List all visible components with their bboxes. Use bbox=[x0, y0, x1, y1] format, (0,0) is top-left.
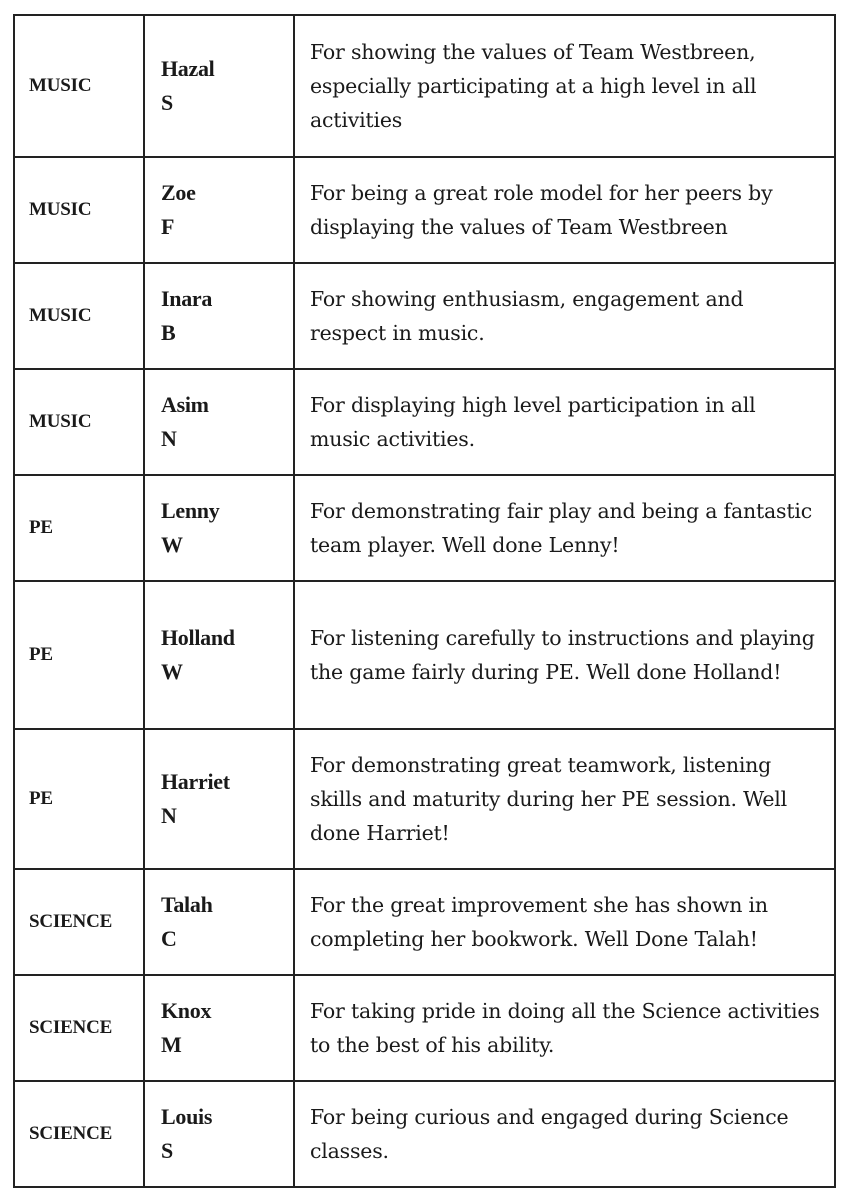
subject-cell: MUSIC bbox=[14, 15, 144, 157]
pupil-name-cell bbox=[144, 729, 294, 869]
pupil-first-name: Lenny bbox=[161, 498, 220, 523]
reason-cell: For displaying high level participation in all music activities. bbox=[294, 369, 835, 475]
subject-cell: MUSIC bbox=[14, 369, 144, 475]
pupil-initial: W bbox=[161, 659, 183, 684]
table-row bbox=[14, 1081, 835, 1187]
pupil-name-cell bbox=[144, 15, 294, 157]
subject-cell: PE bbox=[14, 475, 144, 581]
pupil-name-cell bbox=[144, 369, 294, 475]
table-row bbox=[14, 15, 835, 157]
subject-cell: SCIENCE bbox=[14, 1081, 144, 1187]
reason-cell: For demonstrating fair play and being a fantastic team player. Well done Lenny! bbox=[294, 475, 835, 581]
reason-cell: For the great improvement she has shown in completing her bookwork. Well Done Talah! bbox=[294, 869, 835, 975]
subject-cell: MUSIC bbox=[14, 263, 144, 369]
pupil-initial: S bbox=[161, 1138, 173, 1163]
subject-cell: MUSIC bbox=[14, 157, 144, 263]
pupil-initial: B bbox=[161, 320, 176, 345]
pupil-first-name: Knox bbox=[161, 998, 212, 1023]
reason-cell: For showing enthusiasm, engagement and respect in music. bbox=[294, 263, 835, 369]
pupil-name-cell bbox=[144, 1081, 294, 1187]
table-row bbox=[14, 263, 835, 369]
pupil-initial: N bbox=[161, 426, 177, 451]
subject-cell: PE bbox=[14, 729, 144, 869]
pupil-first-name: Asim bbox=[161, 392, 209, 417]
pupil-initial: S bbox=[161, 90, 173, 115]
awards-table bbox=[13, 14, 836, 1188]
table-row bbox=[14, 369, 835, 475]
table-row bbox=[14, 729, 835, 869]
pupil-initial: M bbox=[161, 1032, 182, 1057]
pupil-name-cell bbox=[144, 475, 294, 581]
table-row bbox=[14, 975, 835, 1081]
subject-cell: PE bbox=[14, 581, 144, 729]
pupil-initial: C bbox=[161, 926, 177, 951]
pupil-name-cell bbox=[144, 157, 294, 263]
pupil-first-name: Hazal bbox=[161, 56, 215, 81]
pupil-name-cell bbox=[144, 581, 294, 729]
subject-cell: SCIENCE bbox=[14, 869, 144, 975]
pupil-first-name: Holland bbox=[161, 625, 235, 650]
table-row bbox=[14, 157, 835, 263]
pupil-initial: F bbox=[161, 214, 175, 239]
reason-cell: For demonstrating great teamwork, listening skills and maturity during her PE session. Well done Harriet! bbox=[294, 729, 835, 869]
pupil-name-cell bbox=[144, 975, 294, 1081]
reason-cell: For being a great role model for her peers by displaying the values of Team Westbreen bbox=[294, 157, 835, 263]
subject-cell: SCIENCE bbox=[14, 975, 144, 1081]
pupil-first-name: Zoe bbox=[161, 180, 196, 205]
table-row bbox=[14, 581, 835, 729]
pupil-first-name: Louis bbox=[161, 1104, 213, 1129]
pupil-initial: W bbox=[161, 532, 183, 557]
pupil-first-name: Inara bbox=[161, 286, 213, 311]
table-row bbox=[14, 869, 835, 975]
pupil-first-name: Talah bbox=[161, 892, 213, 917]
pupil-first-name: Harriet bbox=[161, 769, 230, 794]
pupil-name-cell bbox=[144, 263, 294, 369]
table-row bbox=[14, 475, 835, 581]
reason-cell: For showing the values of Team Westbreen, especially participating at a high level in all activities bbox=[294, 15, 835, 157]
reason-cell: For being curious and engaged during Science classes. bbox=[294, 1081, 835, 1187]
reason-cell: For taking pride in doing all the Science activities to the best of his ability. bbox=[294, 975, 835, 1081]
pupil-initial: N bbox=[161, 803, 177, 828]
pupil-name-cell bbox=[144, 869, 294, 975]
reason-cell: For listening carefully to instructions and playing the game fairly during PE. Well done Holland! bbox=[294, 581, 835, 729]
